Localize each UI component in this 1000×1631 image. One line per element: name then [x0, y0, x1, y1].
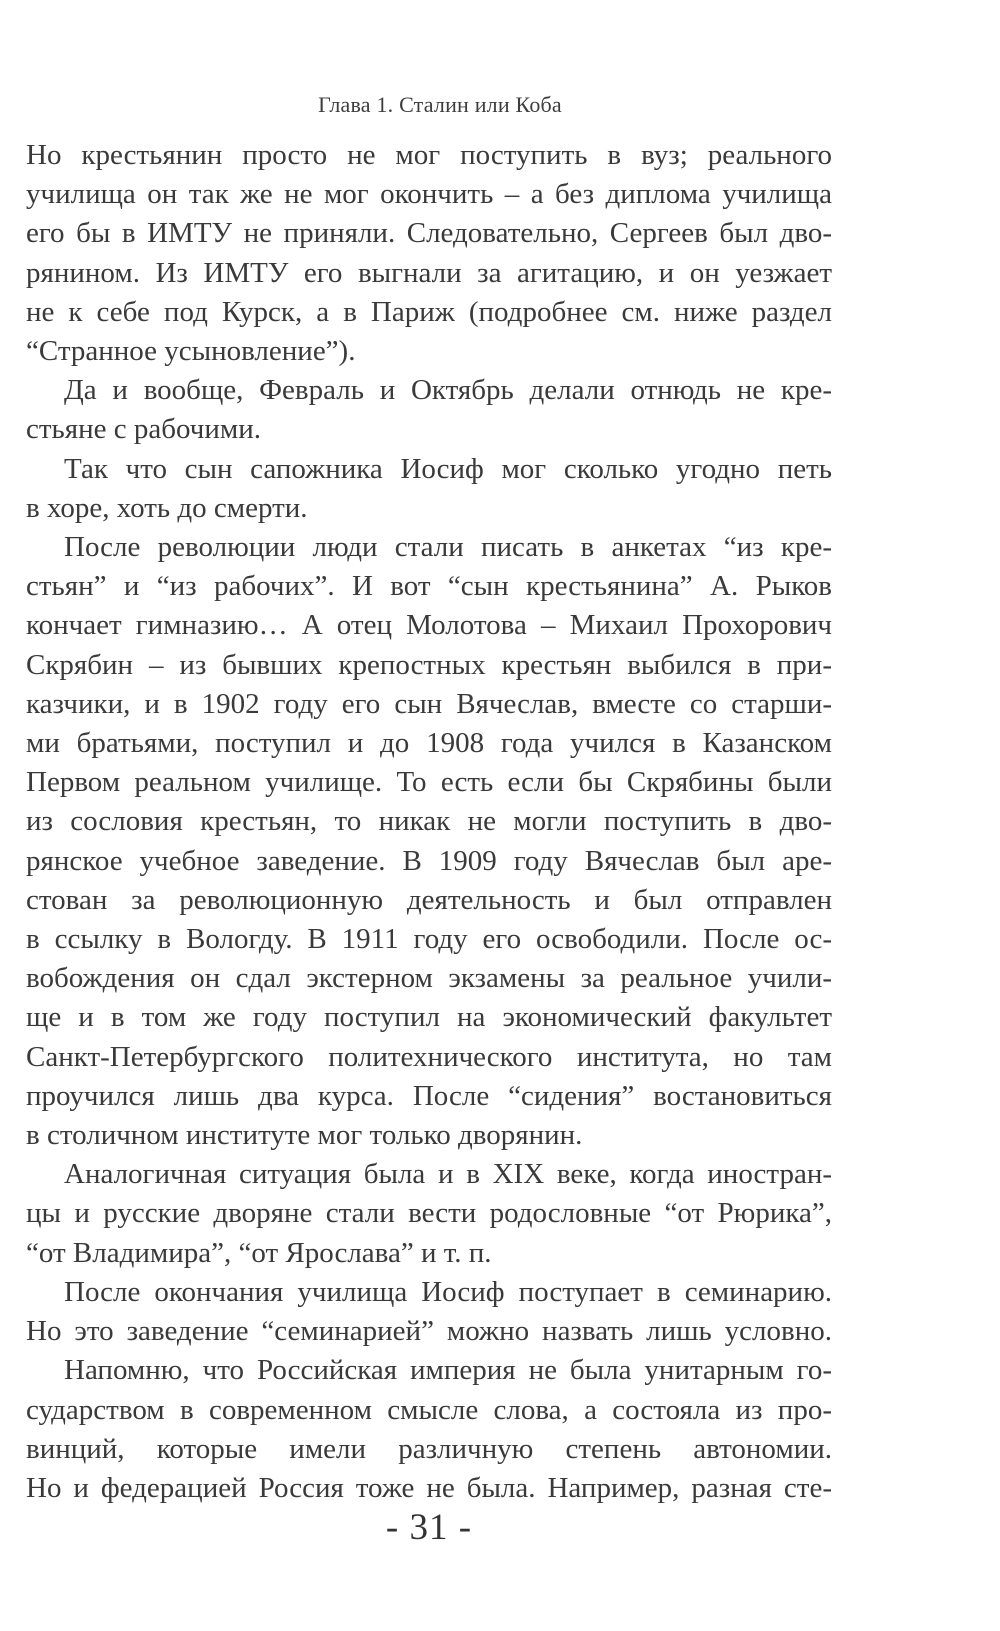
text-line: Но и федерацией Россия тоже не была. Например, разная сте-	[26, 1471, 832, 1504]
text-line: в столичном институте мог только дворянин.	[26, 1119, 583, 1152]
text-line: училища он так же не мог окончить – а без диплома училища	[26, 178, 832, 211]
running-head: Глава 1. Сталин или Коба	[318, 92, 562, 117]
text-line: в хоре, хоть до смерти.	[26, 491, 308, 524]
text-line: Аналогичная ситуация была и в XIX веке, когда иностран-	[64, 1158, 832, 1191]
text-line: Но это заведение “семинарией” можно назвать лишь условно.	[26, 1315, 832, 1348]
page-number: - 31 -	[385, 1507, 473, 1548]
paragraph	[26, 450, 832, 528]
text-line: Первом реальном училище. То есть если бы Скрябины были	[26, 766, 832, 799]
text-line: Напомню, что Российская империя не была унитарным го-	[64, 1354, 832, 1387]
text-line: После окончания училища Иосиф поступает в семинарию.	[64, 1275, 832, 1308]
text-line: “от Владимира”, “от Ярослава” и т. п.	[26, 1236, 492, 1269]
text-line: ще и в том же году поступил на экономический факультет	[26, 1001, 832, 1034]
text-line: рянином. Из ИМТУ его выгнали за агитацию, и он уезжает	[26, 256, 832, 289]
text-line: из сословия крестьян, то никак не могли поступить в дво-	[26, 805, 832, 838]
paragraph	[26, 1155, 832, 1273]
text-line: кончает гимназию… А отец Молотова – Михаил Прохорович	[26, 609, 832, 642]
paragraph	[26, 1273, 832, 1351]
text-line: винций, которые имели различную степень автономии.	[26, 1432, 832, 1465]
text-line: стьян” и “из рабочих”. И вот “сын крестьянина” А. Рыков	[26, 570, 832, 603]
text-line: После революции люди стали писать в анкетах “из кре-	[64, 531, 832, 564]
text-line: не к себе под Курск, а в Париж (подробнее см. ниже раздел	[26, 295, 832, 328]
text-line: проучился лишь два курса. После “сидения” востановиться	[26, 1079, 832, 1112]
text-line: Скрябин – из бывших крепостных крестьян выбился в при-	[26, 648, 832, 681]
text-line: вобождения он сдал экстерном экзамены за реальное учили-	[26, 962, 832, 995]
text-line: стован за революционную деятельность и был отправлен	[26, 883, 832, 916]
text-line: казчики, и в 1902 году его сын Вячеслав, вместе со старши-	[26, 687, 832, 720]
text-line: рянское учебное заведение. В 1909 году Вячеслав был аре-	[26, 844, 832, 877]
text-line: цы и русские дворяне стали вести родословные “от Рюрика”,	[26, 1197, 832, 1230]
text-line: стьяне с рабочими.	[26, 413, 261, 446]
paragraph	[26, 136, 832, 371]
paragraph	[26, 371, 832, 449]
paragraph	[26, 1351, 832, 1508]
text-line: Санкт-Петербургского политехнического института, но там	[26, 1040, 832, 1073]
text-line: его бы в ИМТУ не приняли. Следовательно, Сергеев был дво-	[26, 217, 832, 250]
paragraph	[26, 528, 832, 1155]
text-line: сударством в современном смысле слова, а состояла из про-	[26, 1393, 832, 1426]
text-line: в ссылку в Вологду. В 1911 году его освободили. После ос-	[26, 923, 832, 956]
text-line: Но крестьянин просто не мог поступить в вуз; реального	[26, 139, 832, 171]
text-line: Так что сын сапожника Иосиф мог сколько угодно петь	[64, 452, 832, 485]
text-line: “Странное усыновление”).	[26, 335, 356, 368]
text-line: ми братьями, поступил и до 1908 года учился в Казанском	[26, 727, 832, 760]
body-text	[26, 136, 832, 1508]
text-line: Да и вообще, Февраль и Октябрь делали отнюдь не кре-	[64, 374, 832, 407]
